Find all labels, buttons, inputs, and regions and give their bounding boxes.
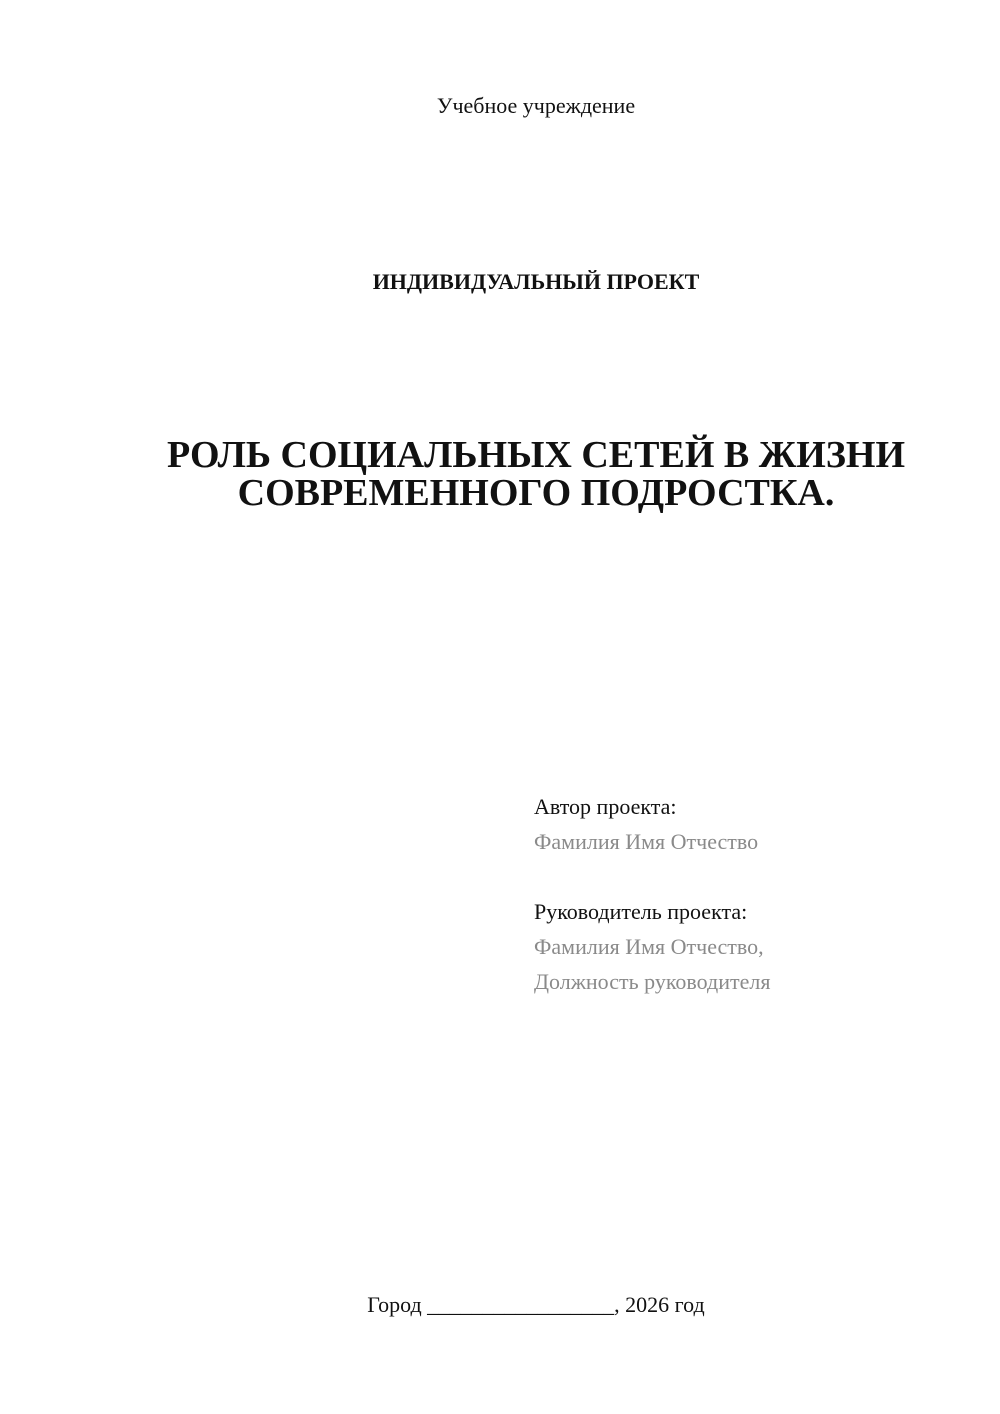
project-info-block [534, 790, 974, 999]
supervisor-name-placeholder: Фамилия Имя Отчество, [534, 934, 764, 959]
project-title [120, 436, 952, 512]
city-year-line: Город _________________, 2026 год [367, 1292, 705, 1317]
info-spacer [534, 859, 974, 895]
author-name-placeholder: Фамилия Имя Отчество [534, 829, 759, 854]
institution-name: Учебное учреждение [436, 93, 636, 118]
project-title-line-2: СОВРЕМЕННОГО ПОДРОСТКА. [237, 472, 835, 514]
document-type-heading: ИНДИВИДУАЛЬНЫЙ ПРОЕКТ [372, 269, 700, 294]
supervisor-position-placeholder: Должность руководителя [534, 969, 771, 994]
author-label: Автор проекта: [534, 794, 677, 819]
supervisor-label: Руководитель проекта: [534, 899, 748, 924]
project-title-line-1: РОЛЬ СОЦИАЛЬНЫХ СЕТЕЙ В ЖИЗНИ [166, 434, 906, 476]
